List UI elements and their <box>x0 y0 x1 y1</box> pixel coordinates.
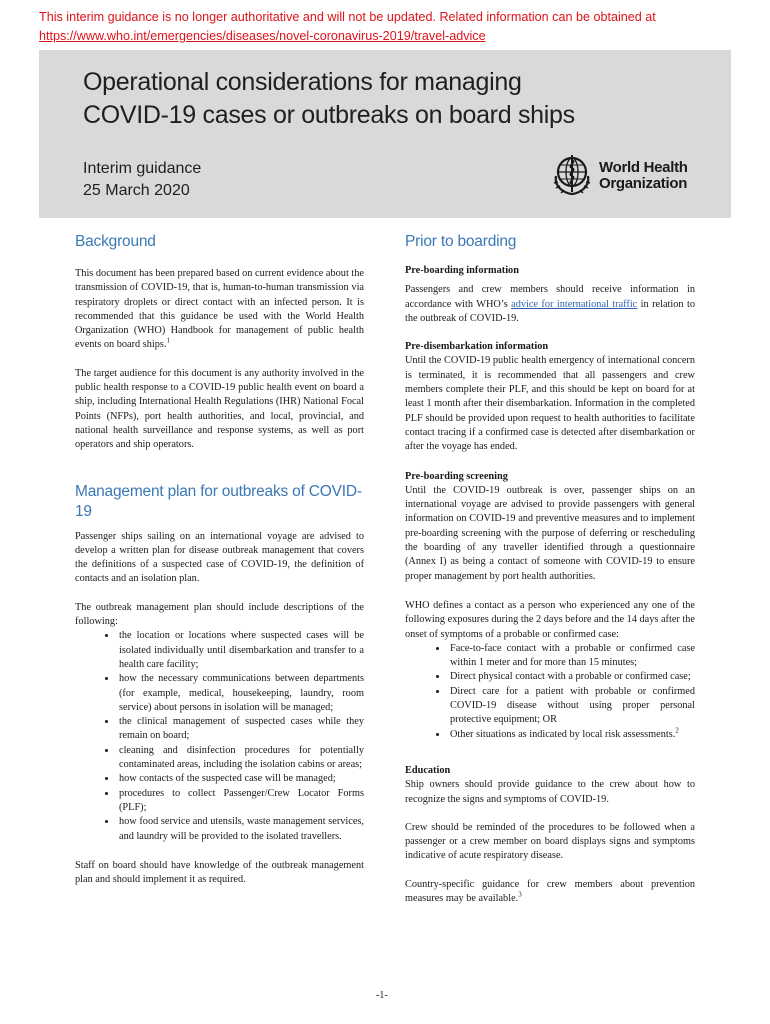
management-paragraph-1: Passenger ships sailing on an international voyage are advised to develop a written plan for disease outbreak management that covers the definitions of a suspected case of COVID-19, the definition of contacts and an isolation plan. <box>75 530 364 585</box>
document-date: 25 March 2020 <box>83 182 190 199</box>
management-paragraph-3: Staff on board should have knowledge of the outbreak management plan and should implement it as required. <box>75 859 364 886</box>
list-item: • Direct physical contact with a probable or confirmed case; <box>448 670 695 684</box>
who-wordmark-line2: Organization <box>599 175 688 192</box>
education-paragraph-3 <box>405 878 695 907</box>
outbreak-plan-list <box>75 629 364 843</box>
background-paragraph-1 <box>75 267 364 353</box>
page-number: -1- <box>376 990 388 1001</box>
education-text-3: Country-specific guidance for crew members about prevention measures may be available. <box>405 878 695 904</box>
who-emblem-icon <box>549 152 595 198</box>
pre-disembarkation-paragraph: Until the COVID-19 public health emergency of international concern is terminated, it is recommended that all passengers and crew members complete their PLF, and this should be kept on board for at least 1 month after their disembarkation. Information in the completed PLF should be provided upon request to health authorities to facilitate contact tracing if a confirmed case is detected after disembarkation or after the voyage has ended. <box>405 355 695 453</box>
management-paragraph-2: The outbreak management plan should include descriptions of the following: <box>75 601 364 628</box>
who-wordmark-line1: World Health <box>599 159 688 176</box>
pre-boarding-screening-title: Pre-boarding screening <box>405 470 508 482</box>
list-item: • the clinical management of suspected cases while they remain on board; <box>117 715 364 744</box>
footnote-ref-1[interactable]: 1 <box>166 337 171 346</box>
archive-notice <box>39 8 739 46</box>
list-item: • cleaning and disinfection procedures for potentially contaminated areas, including the isolation cabins or areas; <box>117 744 364 773</box>
who-logo <box>549 152 699 198</box>
pre-boarding-text-a: Passengers and crew members should receive information in accordance with WHO’s <box>405 284 695 310</box>
education-paragraph-1: Ship owners should provide guidance to the crew about how to recognize the signs and symptoms of COVID-19. <box>405 779 695 805</box>
pre-boarding-text-b: in relation to the outbreak of COVID-19. <box>405 298 695 324</box>
footnote-ref-2[interactable]: 2 <box>675 726 679 735</box>
pre-boarding-title: Pre-boarding information <box>405 265 519 276</box>
left-column <box>75 232 364 887</box>
prior-to-boarding-heading: Prior to boarding <box>405 233 517 250</box>
document-title: Operational considerations for managing COVID-19 cases or outbreaks on board ships <box>83 68 575 129</box>
document-subtitle <box>83 158 201 202</box>
contact-definition-paragraph: WHO defines a contact as a person who experienced any one of the following exposures during the 2 days before and the 14 days after the onset of symptoms of a probable or confirmed case: <box>405 599 695 640</box>
list-item: • Face-to-face contact with a probable or confirmed case within 1 meter and for more than 15 minutes; <box>448 642 695 671</box>
list-item: • how the necessary communications between departments (for example, medical, housekeeping, laundry, room service) about persons in isolation will be managed; <box>117 672 364 715</box>
education-paragraph-2: Crew should be reminded of the procedures to be followed when a passenger or a crew member on board displays signs and symptoms indicative of acute respiratory disease. <box>405 821 695 862</box>
background-paragraph-2: The target audience for this document is any authority involved in the public health response to a COVID-19 public health event on board a ship, including International Health Regulations (IHR) National Focal Points (NFPs), port health authorities, and local, provincial, and national health surveillance and response systems, as well as port operators and ship operators. <box>75 367 364 451</box>
document-header <box>39 50 731 218</box>
guidance-type: Interim guidance <box>83 160 202 177</box>
contact-exposure-list <box>405 642 695 742</box>
who-wordmark <box>599 160 709 192</box>
pre-boarding-paragraph <box>405 283 695 326</box>
pre-boarding-screening-paragraph: Until the COVID-19 outbreak is over, passenger ships on an international voyage are advised to provide passengers with general information on COVID-19 and preventive measures and to implement pre-boarding screening with the purpose of deferring or rescheduling the boarding of any traveller identified through a questionnaire (Annex I) as being a contact of someone with COVID-19 to ensure proper management by port health authorities. <box>405 484 695 582</box>
list-item: • procedures to collect Passenger/Crew Locator Forms (PLF); <box>117 787 364 816</box>
list-item: • the location or locations where suspected cases will be isolated individually until disembarkation and transfer to a health care facility; <box>117 629 364 672</box>
international-traffic-advice-link[interactable]: advice for international traffic <box>511 298 638 310</box>
right-column <box>405 232 695 906</box>
management-heading: Management plan for outbreaks of COVID-19 <box>75 482 362 520</box>
list-item <box>448 728 695 742</box>
pre-disembarkation-title: Pre-disembarkation information <box>405 341 549 353</box>
list-item: • how contacts of the suspected case will be managed; <box>117 772 364 786</box>
list-item: • Direct care for a patient with probable or confirmed COVID-19 disease without using proper personal protective equipment; OR <box>448 685 695 728</box>
list-item-text: Other situations as indicated by local risk assessments. <box>450 728 676 740</box>
footnote-ref-3[interactable]: 3 <box>518 890 522 899</box>
background-heading: Background <box>75 233 156 250</box>
list-item: • how food service and utensils, waste management services, and laundry will be provided to the isolated travellers. <box>117 815 364 844</box>
background-text-1: This document has been prepared based on current evidence about the transmission of COVID-19, that is, human-to-human transmission via respiratory droplets or direct contact with an infected person. It is recommended that this guidance be used with the World Health Organization (WHO) Handbook for management of public health events on board ships. <box>75 268 364 351</box>
education-title: Education <box>405 764 451 776</box>
notice-text: This interim guidance is no longer authoritative and will not be updated. Related information can be obtained at <box>39 10 656 24</box>
notice-link[interactable]: https://www.who.int/emergencies/diseases/novel-coronavirus-2019/travel-advice <box>39 29 486 43</box>
